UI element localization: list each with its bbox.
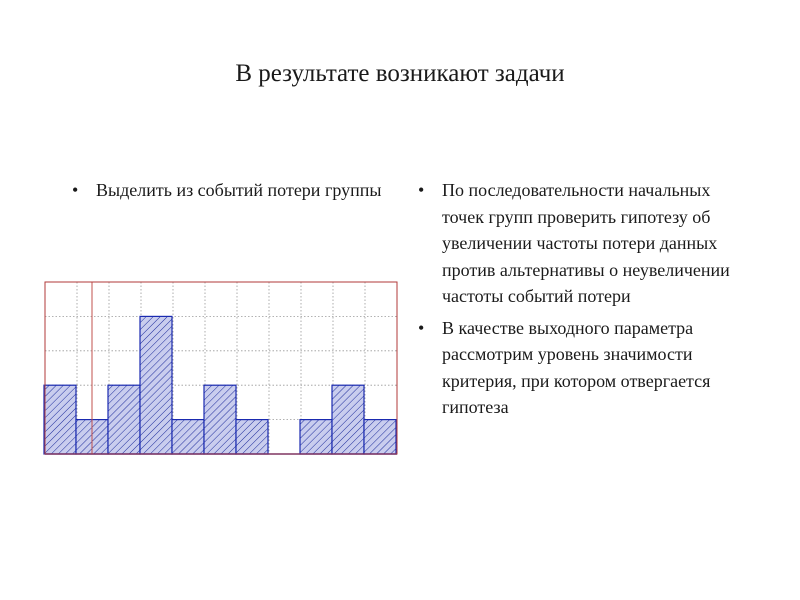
histogram-svg xyxy=(40,281,400,457)
histogram-bar xyxy=(204,385,236,454)
left-bullet-list xyxy=(72,177,392,204)
histogram-bar xyxy=(332,385,364,454)
histogram-bar xyxy=(236,420,268,454)
histogram-bar xyxy=(300,420,332,454)
right-bullet-item: • По последовательности начальных точек групп проверить гипотезу об увеличении частоты потери данных против альтернативы о неувеличении частоты событий потери xyxy=(418,177,748,310)
left-bullet-item: • Выделить из событий потери группы xyxy=(72,177,392,204)
slide-title: В результате возникают задачи xyxy=(235,60,565,87)
histogram-chart xyxy=(40,281,400,462)
histogram-bar xyxy=(172,420,204,454)
histogram-bar xyxy=(140,316,172,454)
histogram-bar xyxy=(44,385,76,454)
right-bullet-item: • В качестве выходного параметра рассмотрим уровень значимости критерия, при котором отвергается гипотеза xyxy=(418,315,748,421)
histogram-bar xyxy=(108,385,140,454)
histogram-bar xyxy=(364,420,396,454)
right-bullet-list xyxy=(418,177,748,421)
